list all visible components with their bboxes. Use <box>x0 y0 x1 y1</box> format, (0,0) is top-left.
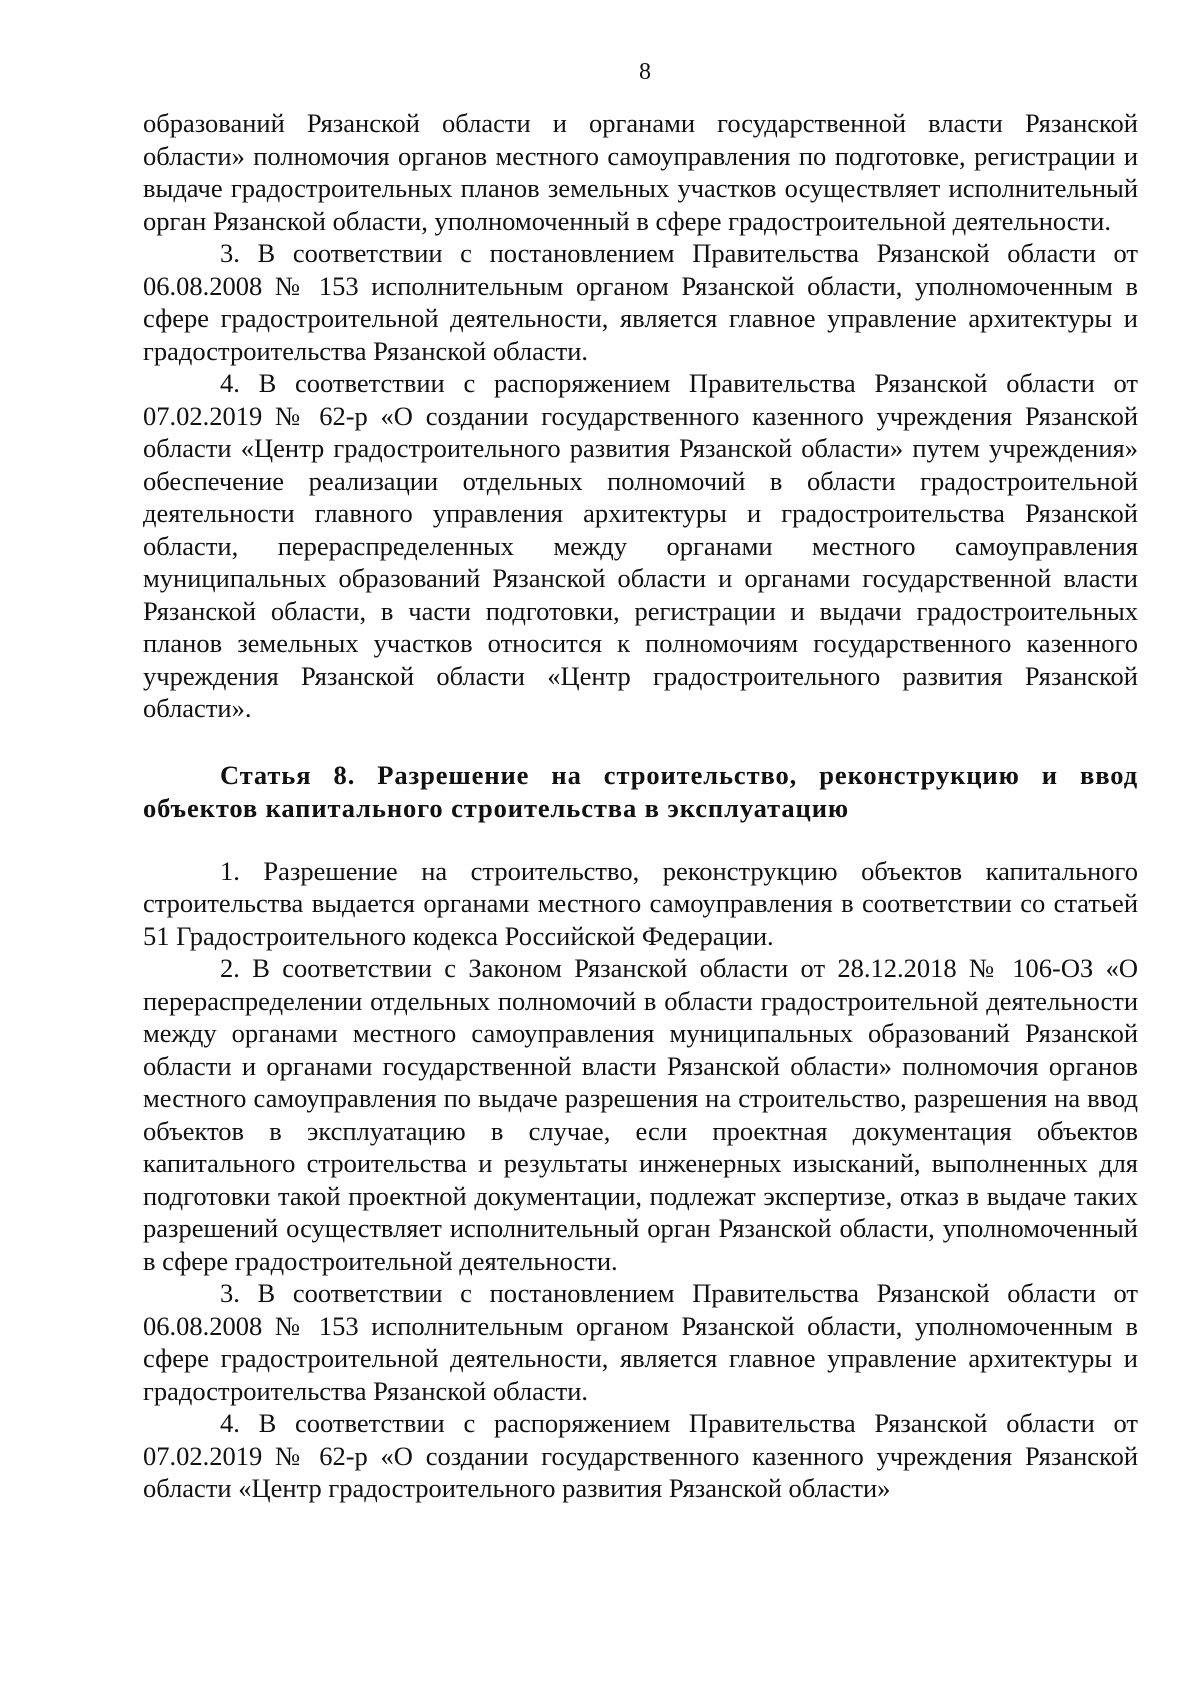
paragraph-item-1: 1. Разрешение на строительство, реконструкцию объектов капитального строительства выдается органами местного самоуправления в соответствии со статьей 51 Градостроительного кодекса Российской Федерации. <box>143 855 1138 951</box>
page-number: 8 <box>639 59 651 85</box>
article-heading: Статья 8. Разрешение на строительство, реконструкцию и ввод объектов капитального строительства в эксплуатацию <box>143 759 1138 823</box>
paragraph-item-3: 3. В соответствии с постановлением Правительства Рязанской области от 06.08.2008 № 153 исполнительным органом Рязанской области, уполномоченным в сфере градостроительной деятельности, является главное управление архитектуры и градостроительства Рязанской области. <box>143 1278 1138 1406</box>
paragraph-item-2: 2. В соответствии с Законом Рязанской области от 28.12.2018 № 106-ОЗ «О перераспределении отдельных полномочий в области градостроительной деятельности между органами местного самоуправления муниципальных образований Рязанской области и органами государственной власти Рязанской области» полномочия органов местного самоуправления по выдаче разрешения на строительство, разрешения на ввод объектов в эксплуатацию в случае, если проектная документация объектов капитального строительства и результаты инженерных изысканий, выполненных для подготовки такой проектной документации, подлежат экспертизе, отказ в выдаче таких разрешений осуществляет исполнительный орган Рязанской области, уполномоченный в сфере градостроительной деятельности. <box>143 953 1138 1276</box>
document-body <box>143 107 1138 1505</box>
paragraph-continuation: образований Рязанской области и органами государственной власти Рязанской области» полномочия органов местного самоуправления по подготовке, регистрации и выдаче градостроительных планов земельных участков осуществляет исполнительный орган Рязанской области, уполномоченный в сфере градостроительной деятельности. <box>143 108 1138 236</box>
paragraph-item-3: 3. В соответствии с постановлением Правительства Рязанской области от 06.08.2008 № 153 исполнительным органом Рязанской области, уполномоченным в сфере градостроительной деятельности, является главное управление архитектуры и градостроительства Рязанской области. <box>143 238 1138 366</box>
paragraph-item-4: 4. В соответствии с распоряжением Правительства Рязанской области от 07.02.2019 № 62-р «О создании государственного казенного учреждения Рязанской области «Центр градостроительного развития Рязанской области» <box>143 1408 1138 1503</box>
paragraph-item-4: 4. В соответствии с распоряжением Правительства Рязанской области от 07.02.2019 № 62-р «О создании государственного казенного учреждения Рязанской области «Центр градостроительного развития Рязанской области» путем учреждения» обеспечение реализации отдельных полномочий в области градостроительной деятельности главного управления архитектуры и градостроительства Рязанской области, перераспределенных между органами местного самоуправления муниципальных образований Рязанской области и органами государственной власти Рязанской области, в части подготовки, регистрации и выдачи градостроительных планов земельных участков относится к полномочиям государственного казенного учреждения Рязанской области «Центр градостроительного развития Рязанской области». <box>143 368 1138 723</box>
